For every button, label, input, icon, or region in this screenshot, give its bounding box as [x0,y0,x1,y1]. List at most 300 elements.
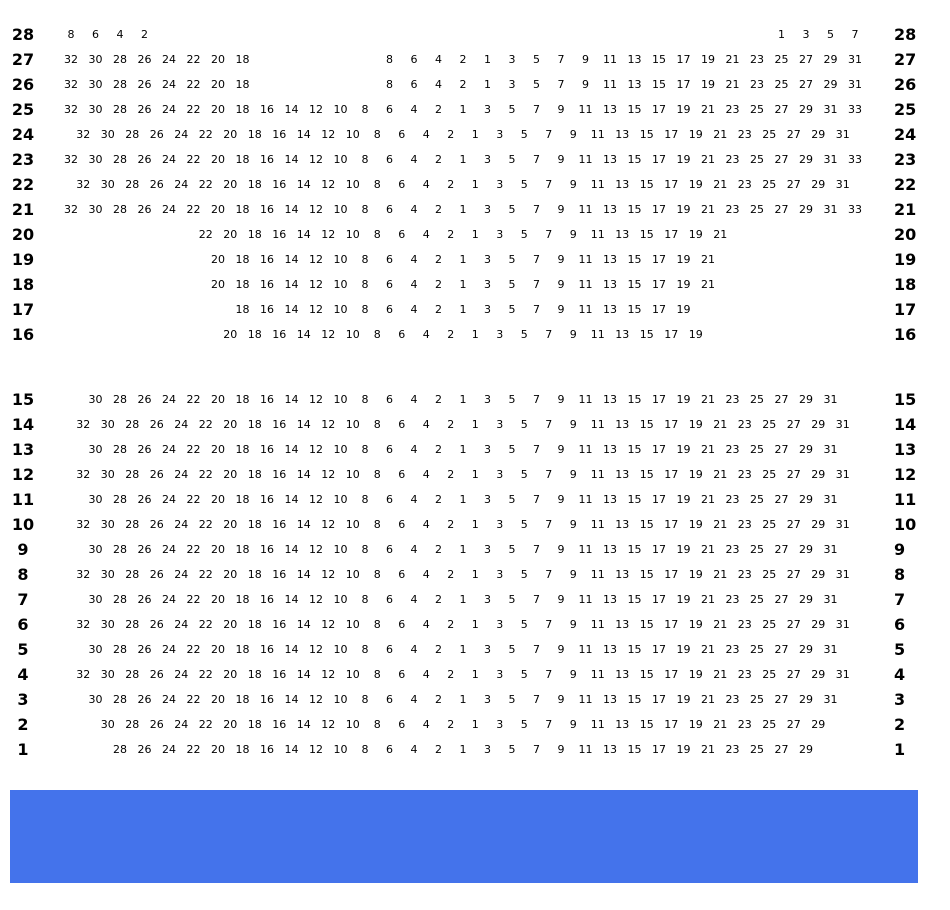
seat[interactable]: 28 [113,53,127,66]
seat[interactable]: 24 [162,693,176,706]
seat[interactable]: 30 [100,518,115,531]
seat[interactable]: 2 [447,128,455,141]
seat[interactable]: 2 [435,153,442,166]
seat[interactable]: 31 [835,618,850,631]
seat[interactable]: 16 [260,203,274,216]
seat[interactable]: 22 [186,643,201,656]
seat[interactable]: 6 [386,543,393,556]
seat[interactable]: 2 [435,543,442,556]
seat[interactable]: 12 [309,153,323,166]
seat[interactable]: 11 [590,328,605,341]
seat[interactable]: 10 [333,103,348,116]
seat[interactable]: 25 [750,203,764,216]
seat[interactable]: 20 [211,593,225,606]
seat[interactable]: 5 [508,253,516,266]
seat[interactable]: 1 [471,228,479,241]
seat[interactable]: 7 [533,103,540,116]
seat[interactable]: 23 [725,743,740,756]
seat[interactable]: 19 [676,593,691,606]
seat[interactable]: 8 [373,618,381,631]
seat[interactable]: 4 [410,253,418,266]
seat[interactable]: 3 [496,468,504,481]
seat[interactable]: 30 [88,543,103,556]
seat[interactable]: 22 [186,593,201,606]
seat[interactable]: 28 [113,153,127,166]
seat[interactable]: 16 [272,328,287,341]
seat[interactable]: 6 [386,693,393,706]
seat[interactable]: 1 [459,203,467,216]
seat[interactable]: 4 [422,228,430,241]
seat[interactable]: 5 [508,393,516,406]
seat[interactable]: 27 [774,543,789,556]
seat[interactable]: 6 [386,103,393,116]
seat[interactable]: 31 [823,643,838,656]
seat[interactable]: 25 [762,668,777,681]
seat[interactable]: 23 [737,128,752,141]
seat[interactable]: 9 [557,393,565,406]
seat[interactable]: 17 [652,593,666,606]
seat[interactable]: 30 [100,128,115,141]
seat[interactable]: 19 [688,468,703,481]
seat[interactable]: 13 [603,543,617,556]
seat[interactable]: 19 [688,568,703,581]
seat[interactable]: 23 [737,418,752,431]
seat[interactable]: 20 [211,203,225,216]
seat[interactable]: 1 [459,593,467,606]
seat[interactable]: 1 [471,718,479,731]
seat[interactable]: 24 [174,718,189,731]
seat[interactable]: 15 [639,518,654,531]
seat[interactable]: 12 [321,178,336,191]
seat[interactable]: 21 [713,128,728,141]
seat[interactable]: 20 [223,568,238,581]
seat[interactable]: 25 [762,568,777,581]
seat[interactable]: 9 [557,593,565,606]
seat[interactable]: 9 [569,518,577,531]
seat[interactable]: 12 [321,718,336,731]
seat[interactable]: 21 [701,153,715,166]
seat[interactable]: 17 [652,153,666,166]
seat[interactable]: 14 [284,303,299,316]
seat[interactable]: 9 [569,718,577,731]
seat[interactable]: 9 [569,568,577,581]
seat[interactable]: 13 [603,203,617,216]
seat[interactable]: 24 [162,443,176,456]
seat[interactable]: 26 [137,103,152,116]
seat[interactable]: 22 [186,443,201,456]
seat[interactable]: 29 [799,443,813,456]
seat[interactable]: 21 [713,718,728,731]
seat[interactable]: 5 [508,543,516,556]
seat[interactable]: 27 [786,668,801,681]
seat[interactable]: 8 [361,693,369,706]
seat[interactable]: 9 [569,668,577,681]
seat[interactable]: 23 [725,443,740,456]
seat[interactable]: 32 [76,128,91,141]
seat[interactable]: 29 [811,718,826,731]
seat[interactable]: 21 [701,278,715,291]
seat[interactable]: 17 [664,618,679,631]
seat[interactable]: 11 [578,393,593,406]
seat[interactable]: 20 [211,393,225,406]
seat[interactable]: 7 [557,78,565,91]
seat[interactable]: 15 [639,568,654,581]
seat[interactable]: 12 [309,693,323,706]
seat[interactable]: 29 [823,53,838,66]
seat[interactable]: 5 [508,443,516,456]
seat[interactable]: 13 [615,618,630,631]
seat[interactable]: 14 [296,178,311,191]
seat[interactable]: 21 [701,203,715,216]
seat[interactable]: 11 [590,418,605,431]
seat[interactable]: 26 [137,443,152,456]
seat[interactable]: 13 [603,393,617,406]
seat[interactable]: 2 [435,253,442,266]
seat[interactable]: 30 [100,568,115,581]
seat[interactable]: 8 [386,78,393,91]
seat[interactable]: 10 [333,203,348,216]
seat[interactable]: 10 [345,718,360,731]
seat[interactable]: 11 [578,253,593,266]
seat[interactable]: 12 [309,103,323,116]
seat[interactable]: 24 [162,643,176,656]
seat[interactable]: 2 [447,668,455,681]
seat[interactable]: 29 [811,668,826,681]
seat[interactable]: 1 [459,253,467,266]
seat[interactable]: 6 [386,743,393,756]
seat[interactable]: 4 [410,493,418,506]
seat[interactable]: 20 [211,278,225,291]
seat[interactable]: 18 [235,153,250,166]
seat[interactable]: 1 [471,418,479,431]
seat[interactable]: 18 [235,278,250,291]
seat[interactable]: 26 [149,668,164,681]
seat[interactable]: 10 [345,618,360,631]
seat[interactable]: 14 [296,568,311,581]
seat[interactable]: 12 [309,303,323,316]
seat[interactable]: 8 [386,53,393,66]
seat[interactable]: 19 [688,718,703,731]
seat[interactable]: 2 [435,103,442,116]
seat[interactable]: 27 [774,643,789,656]
seat[interactable]: 30 [100,718,115,731]
seat[interactable]: 10 [333,643,348,656]
seat[interactable]: 30 [88,443,103,456]
seat[interactable]: 2 [141,28,148,41]
seat[interactable]: 29 [799,493,813,506]
seat[interactable]: 27 [774,443,789,456]
seat[interactable]: 4 [422,718,430,731]
seat[interactable]: 5 [508,103,516,116]
seat[interactable]: 10 [333,303,348,316]
seat[interactable]: 11 [590,128,605,141]
seat[interactable]: 22 [198,618,213,631]
seat[interactable]: 23 [737,468,752,481]
seat[interactable]: 29 [811,618,826,631]
seat[interactable]: 19 [676,278,691,291]
seat[interactable]: 6 [398,328,406,341]
seat[interactable]: 4 [422,568,430,581]
seat[interactable]: 14 [284,693,299,706]
seat[interactable]: 16 [272,418,287,431]
seat[interactable]: 19 [701,53,715,66]
seat[interactable]: 4 [410,643,418,656]
seat[interactable]: 22 [186,693,201,706]
seat[interactable]: 12 [309,593,323,606]
seat[interactable]: 13 [615,328,630,341]
seat[interactable]: 26 [149,718,164,731]
seat[interactable]: 20 [211,253,225,266]
seat[interactable]: 13 [603,643,617,656]
seat[interactable]: 19 [676,153,691,166]
seat[interactable]: 9 [557,203,565,216]
seat[interactable]: 5 [520,618,528,631]
seat[interactable]: 21 [713,178,728,191]
seat[interactable]: 14 [296,228,311,241]
seat[interactable]: 23 [737,518,752,531]
seat[interactable]: 10 [345,518,360,531]
seat[interactable]: 14 [296,328,311,341]
seat[interactable]: 8 [373,718,381,731]
seat[interactable]: 17 [652,443,666,456]
seat[interactable]: 22 [198,568,213,581]
seat[interactable]: 21 [713,618,728,631]
seat[interactable]: 17 [676,53,691,66]
seat[interactable]: 15 [627,393,642,406]
seat[interactable]: 32 [76,468,91,481]
seat[interactable]: 17 [664,468,679,481]
seat[interactable]: 24 [162,543,176,556]
seat[interactable]: 26 [137,693,152,706]
seat[interactable]: 18 [235,643,250,656]
seat[interactable]: 5 [508,303,516,316]
seat[interactable]: 22 [198,418,213,431]
seat[interactable]: 29 [799,153,813,166]
seat[interactable]: 6 [398,128,406,141]
seat[interactable]: 22 [198,518,213,531]
seat[interactable]: 2 [435,278,442,291]
seat[interactable]: 2 [447,618,455,631]
seat[interactable]: 15 [627,643,642,656]
seat[interactable]: 24 [174,668,189,681]
seat[interactable]: 31 [848,53,862,66]
seat[interactable]: 3 [484,153,491,166]
seat[interactable]: 6 [386,278,393,291]
seat[interactable]: 31 [835,418,850,431]
seat[interactable]: 2 [447,418,455,431]
seat[interactable]: 27 [786,518,801,531]
seat[interactable]: 6 [398,668,406,681]
seat[interactable]: 13 [615,418,630,431]
seat[interactable]: 20 [211,693,225,706]
seat[interactable]: 13 [615,228,630,241]
seat[interactable]: 27 [774,593,789,606]
seat[interactable]: 9 [582,78,589,91]
seat[interactable]: 3 [508,78,516,91]
seat[interactable]: 16 [272,468,287,481]
seat[interactable]: 16 [272,128,287,141]
seat[interactable]: 32 [76,668,91,681]
seat[interactable]: 9 [557,643,565,656]
seat[interactable]: 5 [533,78,540,91]
seat[interactable]: 30 [88,203,103,216]
seat[interactable]: 30 [88,593,103,606]
seat[interactable]: 27 [786,178,801,191]
seat[interactable]: 2 [435,743,442,756]
seat[interactable]: 22 [186,103,201,116]
seat[interactable]: 17 [664,718,679,731]
seat[interactable]: 14 [284,543,299,556]
seat[interactable]: 22 [186,393,201,406]
seat[interactable]: 22 [198,228,213,241]
seat[interactable]: 16 [260,303,274,316]
seat[interactable]: 19 [676,393,691,406]
seat[interactable]: 7 [545,128,553,141]
seat[interactable]: 28 [113,493,127,506]
seat[interactable]: 1 [471,568,479,581]
seat[interactable]: 17 [652,543,666,556]
seat[interactable]: 13 [603,153,617,166]
seat[interactable]: 2 [447,718,455,731]
seat[interactable]: 6 [410,78,418,91]
seat[interactable]: 1 [459,543,467,556]
seat[interactable]: 4 [410,693,418,706]
seat[interactable]: 2 [447,468,455,481]
seat[interactable]: 8 [361,253,369,266]
seat[interactable]: 30 [88,53,103,66]
seat[interactable]: 19 [688,418,703,431]
seat[interactable]: 19 [688,178,703,191]
seat[interactable]: 26 [149,178,164,191]
seat[interactable]: 27 [786,468,801,481]
seat[interactable]: 4 [410,743,418,756]
seat[interactable]: 3 [496,618,504,631]
seat[interactable]: 8 [361,493,369,506]
seat[interactable]: 1 [459,743,467,756]
seat[interactable]: 16 [260,543,274,556]
seat[interactable]: 9 [557,743,565,756]
seat[interactable]: 23 [737,618,752,631]
seat[interactable]: 23 [725,693,740,706]
seat[interactable]: 23 [737,718,752,731]
seat[interactable]: 16 [260,253,274,266]
seat[interactable]: 14 [284,643,299,656]
seat[interactable]: 26 [137,203,152,216]
seat[interactable]: 14 [296,618,311,631]
seat[interactable]: 28 [113,203,127,216]
seat[interactable]: 25 [762,468,777,481]
seat[interactable]: 5 [508,693,516,706]
seat[interactable]: 5 [520,228,528,241]
seat[interactable]: 18 [235,393,250,406]
seat[interactable]: 21 [701,743,715,756]
seat[interactable]: 3 [484,253,491,266]
seat[interactable]: 30 [100,618,115,631]
seat[interactable]: 21 [701,493,715,506]
seat[interactable]: 8 [373,568,381,581]
seat[interactable]: 25 [774,53,789,66]
seat[interactable]: 8 [361,643,369,656]
seat[interactable]: 30 [88,103,103,116]
seat[interactable]: 17 [664,128,679,141]
seat[interactable]: 29 [811,418,826,431]
seat[interactable]: 14 [284,393,299,406]
seat[interactable]: 24 [174,128,189,141]
seat[interactable]: 26 [137,593,152,606]
seat[interactable]: 3 [496,518,504,531]
seat[interactable]: 25 [762,618,777,631]
seat[interactable]: 33 [848,153,862,166]
seat[interactable]: 20 [223,518,238,531]
seat[interactable]: 19 [676,743,691,756]
seat[interactable]: 19 [676,693,691,706]
seat[interactable]: 11 [590,718,605,731]
seat[interactable]: 3 [496,568,504,581]
seat[interactable]: 20 [211,103,225,116]
seat[interactable]: 18 [235,303,250,316]
seat[interactable]: 27 [799,78,813,91]
seat[interactable]: 8 [373,418,381,431]
seat[interactable]: 4 [422,178,430,191]
seat[interactable]: 1 [471,328,479,341]
seat[interactable]: 21 [725,78,740,91]
seat[interactable]: 7 [545,328,553,341]
seat[interactable]: 17 [664,328,679,341]
seat[interactable]: 31 [823,203,838,216]
seat[interactable]: 11 [578,203,593,216]
seat[interactable]: 15 [639,418,654,431]
seat[interactable]: 20 [211,493,225,506]
seat[interactable]: 20 [211,443,225,456]
seat[interactable]: 11 [590,468,605,481]
seat[interactable]: 5 [520,518,528,531]
seat[interactable]: 14 [296,718,311,731]
seat[interactable]: 15 [627,253,642,266]
seat[interactable]: 16 [272,618,287,631]
seat[interactable]: 20 [223,128,238,141]
seat[interactable]: 4 [410,393,418,406]
seat[interactable]: 24 [162,78,176,91]
seat[interactable]: 1 [471,618,479,631]
seat[interactable]: 24 [174,468,189,481]
seat[interactable]: 11 [590,568,605,581]
seat[interactable]: 28 [113,693,127,706]
seat[interactable]: 29 [811,128,826,141]
seat[interactable]: 7 [545,718,553,731]
seat[interactable]: 25 [750,743,764,756]
seat[interactable]: 1 [471,668,479,681]
seat[interactable]: 7 [533,643,540,656]
seat[interactable]: 14 [284,278,299,291]
seat[interactable]: 21 [701,543,715,556]
seat[interactable]: 3 [484,203,491,216]
seat[interactable]: 19 [676,443,691,456]
seat[interactable]: 26 [149,128,164,141]
seat[interactable]: 8 [361,203,369,216]
seat[interactable]: 2 [447,568,455,581]
seat[interactable]: 29 [799,393,813,406]
seat[interactable]: 8 [373,668,381,681]
seat[interactable]: 4 [435,53,442,66]
seat[interactable]: 5 [533,53,540,66]
seat[interactable]: 19 [676,103,691,116]
seat[interactable]: 6 [410,53,418,66]
seat[interactable]: 22 [186,493,201,506]
seat[interactable]: 16 [260,153,274,166]
seat[interactable]: 14 [284,743,299,756]
seat[interactable]: 8 [373,328,381,341]
seat[interactable]: 23 [737,178,752,191]
